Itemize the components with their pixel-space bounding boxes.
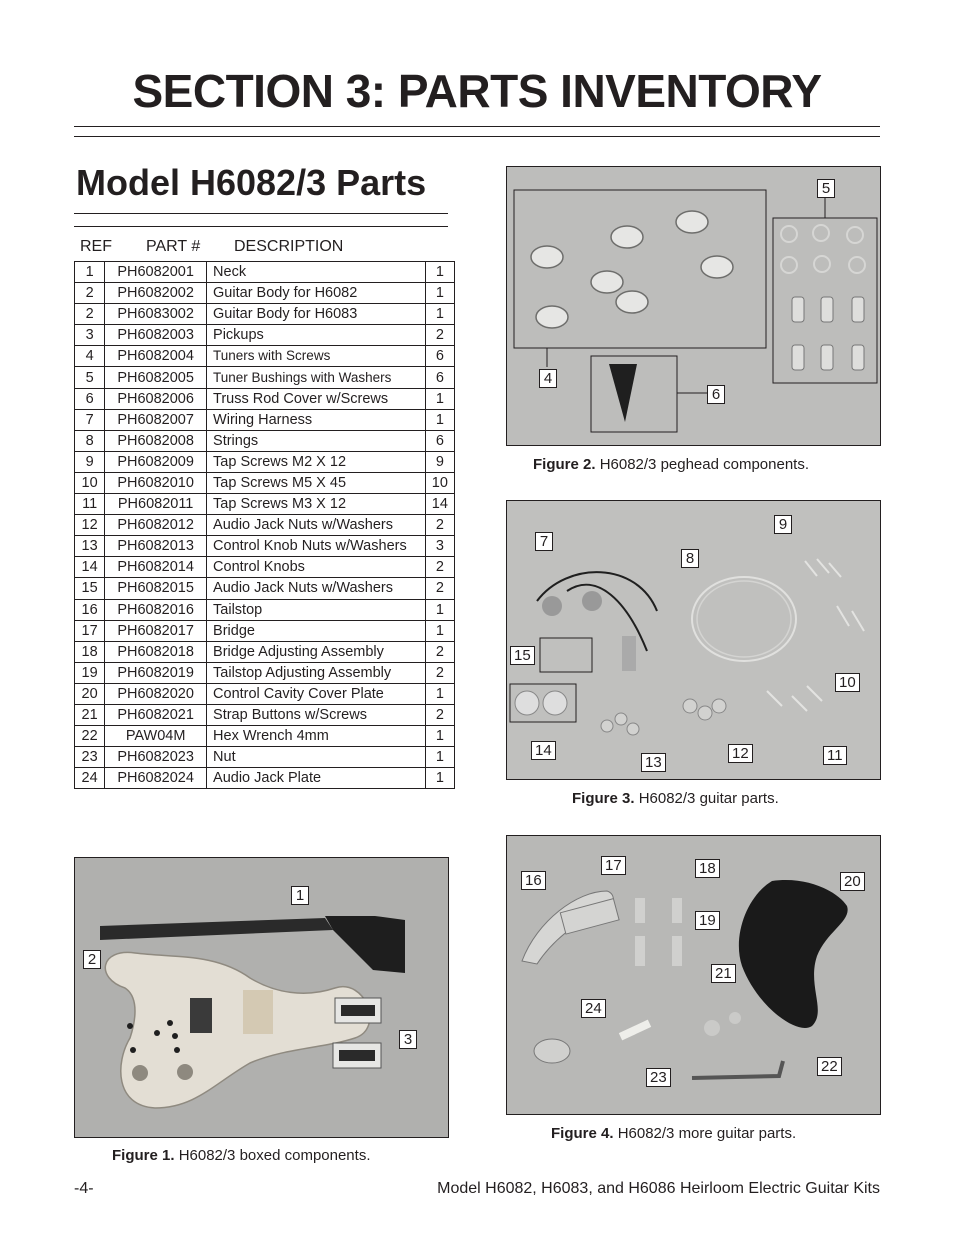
callout-3: 3 [399,1030,417,1049]
callout-1: 1 [291,886,309,905]
callout-10: 10 [835,673,860,692]
figure-2-photo [506,166,881,446]
description-cell: Tap Screws M3 X 12 [207,494,426,515]
title-rule-thin [74,136,880,137]
table-row [75,325,455,346]
header-ref: REF [80,238,112,255]
figure-4-caption [551,1125,796,1142]
ref-cell: 13 [75,536,105,557]
ref-cell: 7 [75,409,105,430]
callout-9: 9 [774,515,792,534]
table-row [75,557,455,578]
quantity-cell: 10 [425,472,454,493]
figure-1-text: H6082/3 boxed components. [178,1147,371,1164]
figure-2-caption [533,456,809,473]
description-cell: Audio Jack Nuts w/Washers [207,578,426,599]
table-row [75,472,455,493]
quantity-cell: 2 [425,641,454,662]
description-cell: Neck [207,262,426,283]
model-title-rule [74,213,448,214]
part-number-cell: PH6082021 [105,704,207,725]
quantity-cell: 2 [425,578,454,599]
callout-14: 14 [531,741,556,760]
parts-table [74,261,455,789]
description-cell: Audio Jack Plate [207,768,426,789]
description-cell: Control Knob Nuts w/Washers [207,536,426,557]
model-title-rule-thin [74,226,448,227]
description-cell: Strap Buttons w/Screws [207,704,426,725]
part-number-cell: PH6082013 [105,536,207,557]
callout-5: 5 [817,179,835,198]
quantity-cell: 1 [425,304,454,325]
part-number-cell: PH6083002 [105,304,207,325]
part-number-cell: PH6082023 [105,747,207,768]
table-row [75,367,455,388]
part-number-cell: PH6082017 [105,620,207,641]
figure-3-text: H6082/3 guitar parts. [638,790,779,807]
table-row [75,515,455,536]
ref-cell: 16 [75,599,105,620]
table-row [75,704,455,725]
table-row [75,346,455,367]
quantity-cell: 6 [425,367,454,388]
callout-23: 23 [646,1068,671,1087]
quantity-cell: 6 [425,430,454,451]
table-row [75,451,455,472]
callout-18: 18 [695,859,720,878]
figure-1-photo [74,857,449,1138]
part-number-cell: PH6082015 [105,578,207,599]
quantity-cell: 1 [425,599,454,620]
quantity-cell: 1 [425,620,454,641]
figure-4-label: Figure 4. [551,1125,614,1142]
table-row [75,641,455,662]
table-row [75,620,455,641]
part-number-cell: PH6082016 [105,599,207,620]
ref-cell: 19 [75,662,105,683]
ref-cell: 23 [75,747,105,768]
description-cell: Control Knobs [207,557,426,578]
ref-cell: 22 [75,726,105,747]
quantity-cell: 9 [425,451,454,472]
description-cell: Tailstop [207,599,426,620]
part-number-cell: PH6082014 [105,557,207,578]
part-number-cell: PH6082024 [105,768,207,789]
part-number-cell: PH6082010 [105,472,207,493]
ref-cell: 9 [75,451,105,472]
figure-1-caption [112,1147,371,1164]
ref-cell: 20 [75,683,105,704]
figure-1-label: Figure 1. [112,1147,175,1164]
ref-cell: 24 [75,768,105,789]
guitar-parts-illustration [507,501,880,779]
description-cell: Audio Jack Nuts w/Washers [207,515,426,536]
ref-cell: 15 [75,578,105,599]
callout-7: 7 [535,532,553,551]
quantity-cell: 14 [425,494,454,515]
ref-cell: 12 [75,515,105,536]
table-row [75,578,455,599]
quantity-cell: 2 [425,662,454,683]
parts-table-body [75,262,455,789]
table-row [75,536,455,557]
quantity-cell: 2 [425,325,454,346]
table-row [75,388,455,409]
part-number-cell: PH6082002 [105,283,207,304]
quantity-cell: 1 [425,726,454,747]
ref-cell: 1 [75,262,105,283]
table-row [75,726,455,747]
ref-cell: 2 [75,304,105,325]
callout-21: 21 [711,964,736,983]
part-number-cell: PH6082011 [105,494,207,515]
part-number-cell: PH6082003 [105,325,207,346]
page-number: -4- [74,1180,94,1197]
table-row [75,283,455,304]
ref-cell: 10 [75,472,105,493]
callout-2: 2 [83,950,101,969]
table-row [75,599,455,620]
quantity-cell: 6 [425,346,454,367]
part-number-cell: PH6082020 [105,683,207,704]
description-cell: Truss Rod Cover w/Screws [207,388,426,409]
part-number-cell: PH6082009 [105,451,207,472]
callout-12: 12 [728,744,753,763]
footer-title: Model H6082, H6083, and H6086 Heirloom Electric Guitar Kits [437,1180,880,1197]
ref-cell: 3 [75,325,105,346]
part-number-cell: PH6082004 [105,346,207,367]
callout-4: 4 [539,369,557,388]
header-part: PART # [146,238,201,255]
callout-6: 6 [707,385,725,404]
ref-cell: 17 [75,620,105,641]
callout-17: 17 [601,856,626,875]
figure-4-text: H6082/3 more guitar parts. [617,1125,797,1142]
part-number-cell: PH6082019 [105,662,207,683]
ref-cell: 21 [75,704,105,725]
callout-16: 16 [521,871,546,890]
ref-cell: 8 [75,430,105,451]
callout-19: 19 [695,911,720,930]
table-row [75,304,455,325]
peghead-components-illustration [507,167,880,445]
quantity-cell: 1 [425,409,454,430]
description-cell: Hex Wrench 4mm [207,726,426,747]
quantity-cell: 1 [425,768,454,789]
part-number-cell: PH6082005 [105,367,207,388]
description-cell: Tuner Bushings with Washers [207,367,426,388]
quantity-cell: 2 [425,515,454,536]
table-row [75,747,455,768]
callout-11: 11 [823,746,847,765]
part-number-cell: PH6082018 [105,641,207,662]
table-row [75,768,455,789]
description-cell: Nut [207,747,426,768]
figure-3-caption [572,790,779,807]
ref-cell: 14 [75,557,105,578]
callout-24: 24 [581,999,606,1018]
table-row [75,262,455,283]
figure-2-label: Figure 2. [533,456,596,473]
quantity-cell: 1 [425,683,454,704]
table-row [75,662,455,683]
description-cell: Tap Screws M5 X 45 [207,472,426,493]
description-cell: Tuners with Screws [207,346,426,367]
description-cell: Bridge Adjusting Assembly [207,641,426,662]
ref-cell: 11 [75,494,105,515]
description-cell: Pickups [207,325,426,346]
description-cell: Tailstop Adjusting Assembly [207,662,426,683]
quantity-cell: 2 [425,704,454,725]
section-title: SECTION 3: PARTS INVENTORY [132,65,822,117]
description-cell: Wiring Harness [207,409,426,430]
title-rule [74,126,880,127]
quantity-cell: 2 [425,557,454,578]
header-description: DESCRIPTION [234,238,344,255]
table-row [75,409,455,430]
description-cell: Guitar Body for H6083 [207,304,426,325]
quantity-cell: 1 [425,747,454,768]
part-number-cell: PH6082012 [105,515,207,536]
figure-4-photo [506,835,881,1115]
quantity-cell: 1 [425,388,454,409]
ref-cell: 5 [75,367,105,388]
callout-13: 13 [641,753,666,772]
description-cell: Guitar Body for H6082 [207,283,426,304]
description-cell: Control Cavity Cover Plate [207,683,426,704]
table-row [75,683,455,704]
ref-cell: 4 [75,346,105,367]
ref-cell: 6 [75,388,105,409]
description-cell: Strings [207,430,426,451]
callout-8: 8 [681,549,699,568]
part-number-cell: PH6082008 [105,430,207,451]
figure-3-photo [506,500,881,780]
quantity-cell: 1 [425,283,454,304]
description-cell: Bridge [207,620,426,641]
callout-22: 22 [817,1057,842,1076]
figure-2-text: H6082/3 peghead components. [599,456,810,473]
part-number-cell: PAW04M [105,726,207,747]
ref-cell: 2 [75,283,105,304]
quantity-cell: 1 [425,262,454,283]
table-row [75,430,455,451]
table-row [75,494,455,515]
boxed-components-illustration [75,858,448,1137]
part-number-cell: PH6082006 [105,388,207,409]
description-cell: Tap Screws M2 X 12 [207,451,426,472]
figure-3-label: Figure 3. [572,790,635,807]
part-number-cell: PH6082001 [105,262,207,283]
model-title: Model H6082/3 Parts [76,162,427,203]
part-number-cell: PH6082007 [105,409,207,430]
quantity-cell: 3 [425,536,454,557]
ref-cell: 18 [75,641,105,662]
callout-20: 20 [840,872,865,891]
callout-15: 15 [510,646,535,665]
